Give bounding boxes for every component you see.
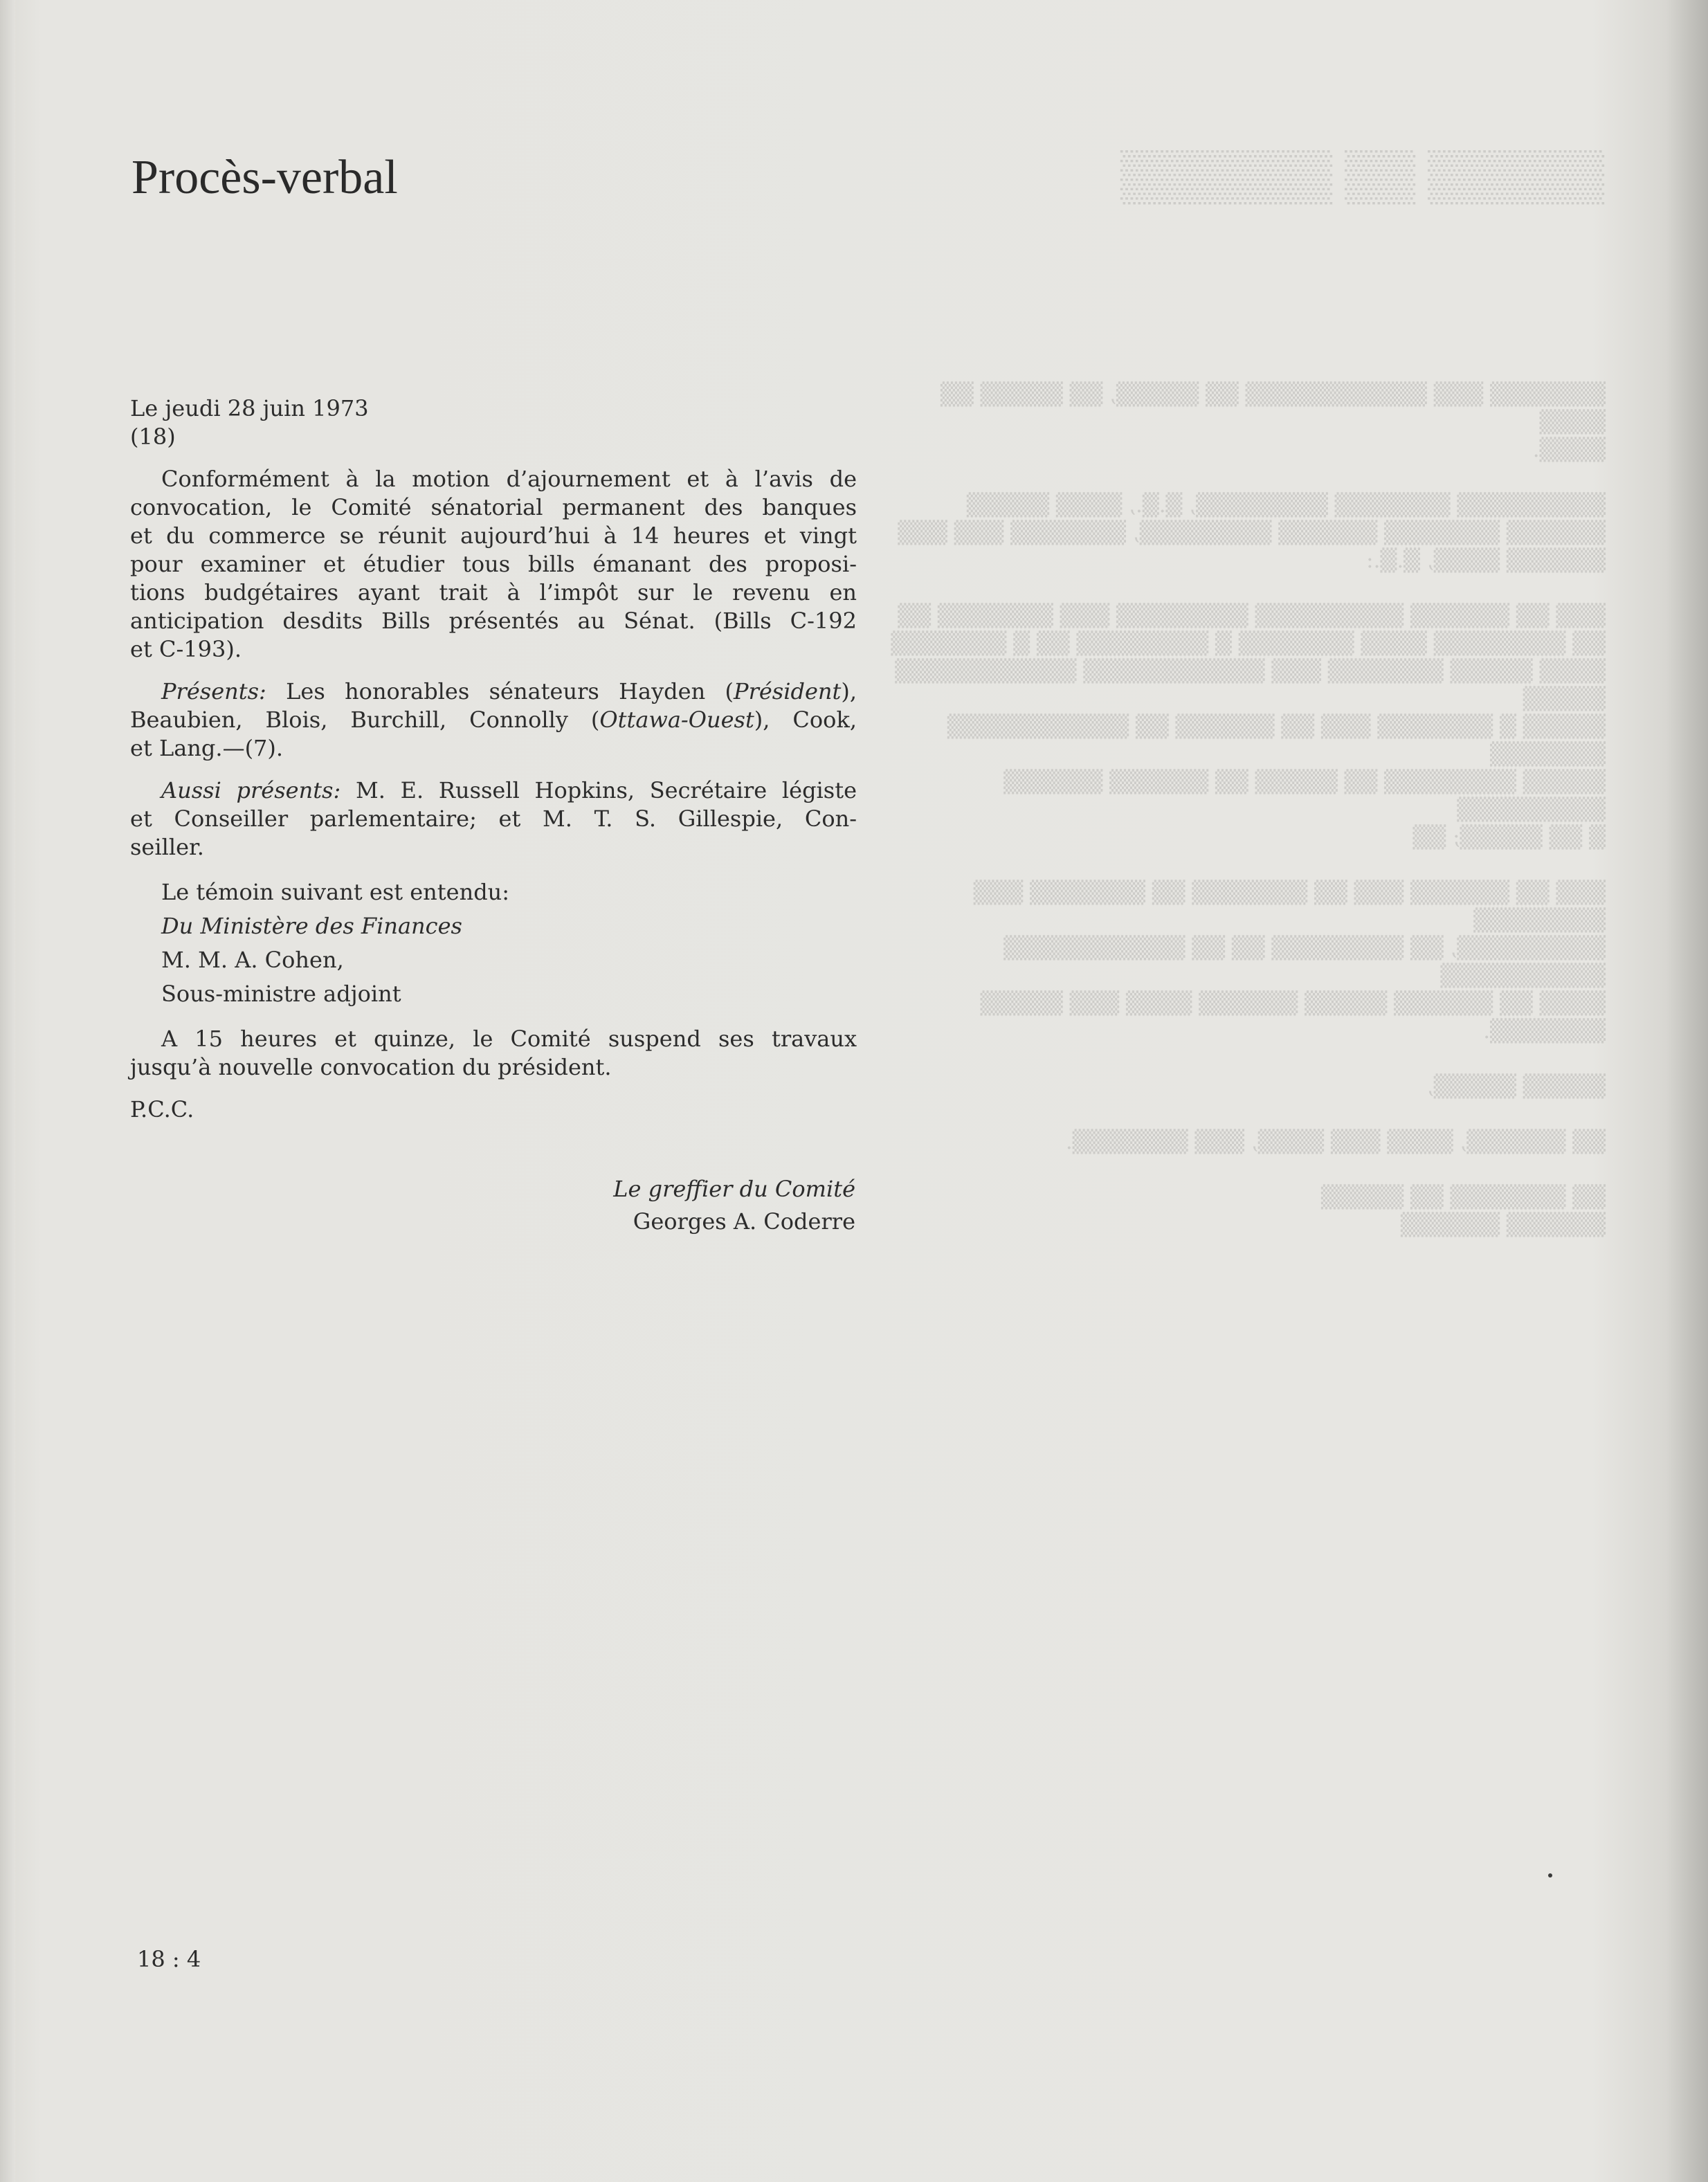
- bleed-through-text: ▒▒▒▒▒▒▒ ▒▒▒ ▒▒▒▒▒▒▒▒▒▒▒ ▒▒ ▒▒▒▒▒, ▒▒ ▒▒▒▒▒ ▒▒ ▒▒▒▒ ▒▒▒▒. ▒▒▒▒▒▒▒▒▒ ▒▒▒▒▒▒▒ ▒▒▒▒▒▒▒▒, ▒.▒., ▒▒▒▒ ▒▒▒▒▒ ▒▒▒▒▒▒ ▒▒▒▒▒▒▒ ▒▒▒▒▒▒ ▒▒▒▒▒▒▒▒, ▒▒▒▒▒▒▒ ▒▒▒ ▒▒▒ ▒▒▒▒▒▒ ▒▒▒▒, ▒.▒.: ▒▒▒ ▒▒ ▒▒▒▒▒▒ ▒▒▒▒▒▒▒▒▒ ▒▒▒▒▒▒▒▒ ▒▒▒ ▒▒▒▒▒▒▒ ▒▒ ▒▒ ▒▒▒▒▒▒▒▒ ▒▒▒▒ ▒▒▒▒▒▒▒ ▒ ▒▒▒▒▒▒▒▒ ▒▒ ▒ ▒▒▒▒▒▒▒ ▒▒▒▒ ▒▒▒▒▒ ▒▒▒▒▒▒▒ ▒▒▒ ▒▒▒▒▒▒▒▒▒▒▒ ▒▒▒▒▒▒▒▒▒▒▒ ▒▒▒▒▒ ▒▒▒▒▒ ▒ ▒▒▒▒▒▒▒ ▒▒▒ ▒▒ ▒▒▒▒▒▒ ▒▒ ▒▒▒▒▒▒▒▒▒▒▒ ▒▒▒▒▒▒▒ ▒▒▒▒▒ ▒▒▒▒▒▒▒▒ ▒▒ ▒▒▒▒▒ ▒▒ ▒▒▒▒▒▒ ▒▒▒▒▒▒ ▒▒▒▒▒▒▒▒▒ ▒ ▒▒ ▒▒▒▒▒; ▒▒ ▒▒▒ ▒▒ ▒▒▒▒▒▒ ▒▒▒ ▒▒ ▒▒▒▒▒▒▒ ▒▒ ▒▒▒▒▒▒▒ ▒▒▒ ▒▒▒▒▒▒▒▒ ▒▒▒▒▒▒▒▒▒, ▒▒ ▒▒▒▒▒▒▒▒ ▒▒ ▒▒ ▒▒▒▒▒▒▒▒▒▒▒ ▒▒▒▒▒▒▒▒▒▒ ▒▒▒▒ ▒▒ ▒▒▒▒▒▒ ▒▒▒▒▒ ▒▒▒▒▒▒ ▒▒▒▒ ▒▒▒ ▒▒▒▒▒ ▒▒▒▒▒▒▒. ▒▒▒▒▒ ▒▒▒▒▒, ▒▒ ▒▒▒▒▒▒, ▒▒▒▒ ▒▒▒ ▒▒▒▒, ▒▒▒ ▒▒▒▒▒▒▒. ▒▒ ▒▒▒▒▒▒▒ ▒▒ ▒▒▒▒▒ ▒▒▒▒▒▒ ▒▒▒▒▒▒: [891, 382, 1606, 1237]
- spacer: [130, 763, 857, 776]
- also-present-label: Aussi présents:: [161, 777, 341, 803]
- present-text: ),: [841, 678, 857, 704]
- signature-name: Georges A. Coderre: [633, 1208, 855, 1235]
- paragraph-line: Conformément à la motion d’ajournement et à l’avis de: [161, 466, 857, 492]
- paragraph-line: pour examiner et étudier tous bills émanant des proposi-: [130, 551, 857, 577]
- spacer: [130, 664, 857, 678]
- chair-role: Président: [734, 678, 842, 704]
- witness-intro: Le témoin suivant est entendu:: [161, 879, 510, 905]
- paragraph-line: anticipation desdits Bills présentés au Sénat. (Bills C-192: [130, 608, 857, 634]
- present-text: ), Cook,: [754, 707, 857, 733]
- spacer: [130, 1011, 857, 1025]
- paragraph-line: [130, 776, 857, 805]
- present-text: Beaubien, Blois, Burchill, Connolly (: [130, 707, 600, 733]
- paragraph-line: seiller.: [130, 834, 204, 860]
- paragraph-line: et du commerce se réunit aujourd’hui à 14 heures et vingt: [130, 522, 857, 549]
- witness-department: Du Ministère des Finances: [161, 913, 462, 939]
- spacer: [130, 451, 857, 465]
- spacer: [130, 1082, 857, 1095]
- paragraph-line: [130, 678, 857, 706]
- riding-name: Ottawa-Ouest: [599, 707, 754, 733]
- bleed-through-title: ▒▒▒▒▒ ▒▒ ▒▒▒▒▒▒: [1120, 147, 1604, 203]
- spacer: [130, 862, 857, 875]
- witness-block: [130, 875, 857, 1011]
- paragraph-line: et Lang.—(7).: [130, 735, 284, 761]
- paragraph-line: [130, 706, 857, 734]
- witness-role: Sous-ministre adjoint: [161, 981, 401, 1007]
- paragraph-line: convocation, le Comité sénatorial permanent des banques: [130, 494, 857, 520]
- opening-paragraph: [130, 465, 857, 664]
- also-present-text: M. E. Russell Hopkins, Secrétaire légiste: [340, 777, 857, 803]
- page-spine-shadow: [0, 0, 15, 2182]
- paragraph-line: et Conseiller parlementaire; et M. T. S. Gillespie, Con-: [130, 806, 857, 832]
- signature-title: Le greffier du Comité: [613, 1176, 855, 1202]
- page-number: 18 : 4: [137, 1946, 201, 1972]
- present-text: Les honorables sénateurs Hayden (: [266, 678, 734, 704]
- attestation: P.C.C.: [130, 1096, 194, 1122]
- page-title: Procès-verbal: [131, 151, 398, 204]
- sitting-number: (18): [130, 424, 176, 450]
- minutes-body: [130, 394, 857, 1124]
- also-present-paragraph: [130, 776, 857, 862]
- present-paragraph: [130, 678, 857, 763]
- paragraph-line: jusqu’à nouvelle convocation du président.: [130, 1054, 612, 1080]
- paragraph-line: et C-193).: [130, 636, 242, 662]
- paragraph-line: A 15 heures et quinze, le Comité suspend ses travaux: [161, 1026, 857, 1052]
- signature-block: [554, 1173, 855, 1238]
- adjournment-paragraph: [130, 1025, 857, 1082]
- page-edge-shadow: [1666, 0, 1708, 2182]
- ink-speck: [1548, 1873, 1552, 1878]
- meeting-date: Le jeudi 28 juin 1973: [130, 395, 369, 421]
- paragraph-line: tions budgétaires ayant trait à l’impôt sur le revenu en: [130, 579, 857, 606]
- present-label: Présents:: [161, 678, 266, 704]
- witness-name: M. M. A. Cohen,: [161, 947, 344, 973]
